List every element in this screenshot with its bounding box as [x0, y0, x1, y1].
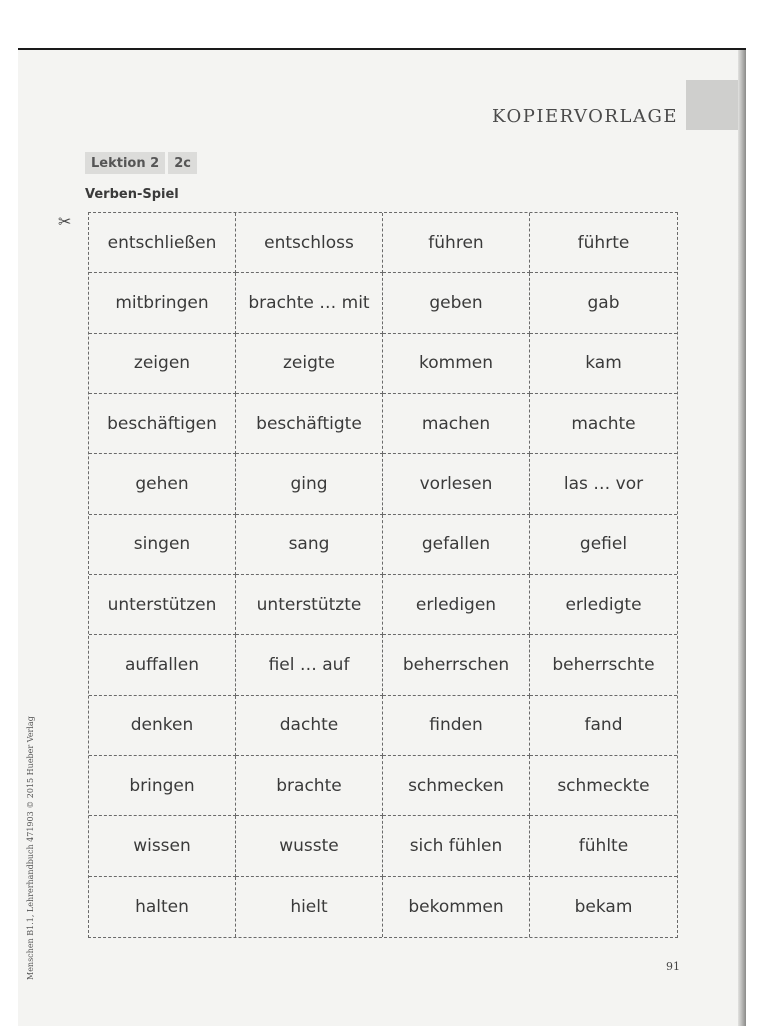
section-title: Verben-Spiel — [85, 187, 179, 202]
verb-card-grid — [88, 212, 678, 938]
verb-card: brachte — [236, 756, 383, 816]
verb-card: fiel … auf — [236, 635, 383, 695]
verb-card: sich fühlen — [383, 816, 530, 876]
verb-card: zeigte — [236, 334, 383, 394]
verb-card: führte — [530, 213, 677, 273]
verb-card: beschäftigen — [89, 394, 236, 454]
verb-card: brachte … mit — [236, 273, 383, 333]
page-edge-shadow — [738, 50, 746, 1026]
verb-card: las … vor — [530, 454, 677, 514]
verb-card: gehen — [89, 454, 236, 514]
verb-card: beschäftigte — [236, 394, 383, 454]
header-tab-decoration — [686, 80, 738, 130]
lesson-sub-label: 2c — [174, 155, 191, 171]
verb-card: fühlte — [530, 816, 677, 876]
lesson-badge — [85, 152, 197, 174]
verb-card: auffallen — [89, 635, 236, 695]
verb-card: halten — [89, 877, 236, 937]
worksheet-page — [18, 48, 746, 1026]
verb-card: sang — [236, 515, 383, 575]
verb-card: denken — [89, 696, 236, 756]
verb-card: dachte — [236, 696, 383, 756]
verb-card: unterstützen — [89, 575, 236, 635]
verb-card: erledigte — [530, 575, 677, 635]
verb-card: entschließen — [89, 213, 236, 273]
verb-card: gefallen — [383, 515, 530, 575]
verb-card: gab — [530, 273, 677, 333]
verb-card: kam — [530, 334, 677, 394]
scissors-icon: ✂ — [58, 212, 72, 231]
verb-card: mitbringen — [89, 273, 236, 333]
verb-card: beherrschte — [530, 635, 677, 695]
verb-card: wissen — [89, 816, 236, 876]
verb-card: geben — [383, 273, 530, 333]
verb-card: bekam — [574, 896, 633, 917]
lesson-label: Lektion 2 — [91, 155, 160, 171]
verb-card: beherrschen — [383, 635, 530, 695]
verb-card: hielt — [236, 877, 383, 937]
verb-card: ging — [236, 454, 383, 514]
verb-card: führen — [383, 213, 530, 273]
verb-card: entschloss — [236, 213, 383, 273]
verb-card: machen — [383, 394, 530, 454]
page-number: 91 — [666, 960, 680, 973]
verb-card: finden — [383, 696, 530, 756]
verb-card: unterstützte — [236, 575, 383, 635]
verb-card: schmeckte — [530, 756, 677, 816]
page-header-title: KOPIERVORLAGE — [492, 106, 678, 127]
verb-card: schmecken — [383, 756, 530, 816]
verb-card: singen — [89, 515, 236, 575]
verb-card: zeigen — [89, 334, 236, 394]
verb-card: gefiel — [530, 515, 677, 575]
copyright-credit: Menschen B1.1, Lehrerhandbuch 471903 © 2015 Hueber Verlag — [26, 716, 35, 980]
verb-card: erledigen — [383, 575, 530, 635]
verb-card: wusste — [236, 816, 383, 876]
verb-card: vorlesen — [383, 454, 530, 514]
verb-card: fand — [530, 696, 677, 756]
verb-card: kommen — [383, 334, 530, 394]
verb-card: bekommen — [383, 877, 530, 937]
verb-card: machte — [530, 394, 677, 454]
verb-card: bringen — [89, 756, 236, 816]
